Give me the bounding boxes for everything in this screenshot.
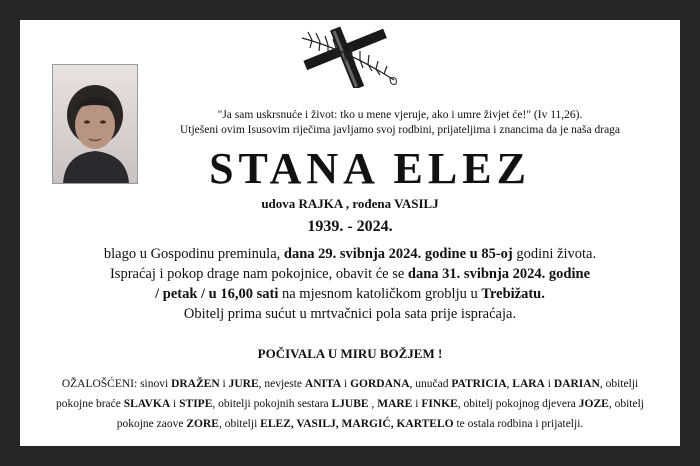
obituary-card xyxy=(20,20,680,446)
text: OŽALOŠĆENI: sinovi xyxy=(61,378,172,390)
subtitle-line: udova RAJKA , rođena VASILJ xyxy=(261,196,439,211)
death-date-line xyxy=(50,244,650,264)
text: blago u Gospodinu preminula, xyxy=(103,246,284,262)
mourner-name: GORDANA xyxy=(350,378,410,390)
text: , xyxy=(506,378,513,390)
mourner-name: JURE xyxy=(228,378,259,390)
text: i xyxy=(170,398,180,410)
text: godini života. xyxy=(512,246,597,262)
text: i xyxy=(412,398,422,410)
funeral-time: / petak / u 16,00 sati xyxy=(155,286,279,302)
condolence-line: Obitelj prima sućut u mrtvačnici pola sata prije ispraćaja. xyxy=(183,306,517,322)
mourner-name: LJUBE xyxy=(331,398,369,410)
mourner-name: MARE xyxy=(377,398,413,410)
scripture-quote xyxy=(150,108,650,138)
intro-text: Utješeni ovim Isusovim riječima javljamo svoj rodbini, prijateljima i znancima da je naša draga xyxy=(179,124,621,136)
funeral-time-line xyxy=(50,284,650,304)
text: , unučad xyxy=(409,378,452,390)
text: , obitelji pokojnih sestara xyxy=(212,398,332,410)
mourner-name: STIPE xyxy=(179,398,213,410)
text: i xyxy=(544,378,554,390)
mourner-name: DARIAN xyxy=(553,378,600,390)
cross-with-palm-icon xyxy=(282,20,412,88)
death-date: dana 29. svibnja 2024. godine u 85-oj xyxy=(283,246,513,262)
mourner-name: ZORE xyxy=(186,418,219,430)
text: pokojne zaove xyxy=(116,418,187,430)
portrait-photo xyxy=(52,64,138,184)
mourner-families: ELEZ, VASILJ, MARGIĆ, KARTELO xyxy=(260,418,454,430)
text: , nevjeste xyxy=(258,378,305,390)
mourner-name: FINKE xyxy=(421,398,458,410)
mourners-line-2 xyxy=(28,394,672,414)
text: , obitelji xyxy=(599,378,639,390)
text: , obitelj xyxy=(608,398,644,410)
mourners-line-3 xyxy=(28,414,672,434)
announcement-body xyxy=(50,244,650,324)
text: , obitelji xyxy=(218,418,261,430)
mourner-name: PATRICIA xyxy=(451,378,507,390)
quote-text: "Ja sam uskrsnuće i život: tko u mene vjeruje, ako i umre živjet će!" (Iv 11,26). xyxy=(217,109,583,121)
rest-in-peace: POČIVALA U MIRU BOŽJEM ! xyxy=(257,346,443,361)
text: pokojne braće xyxy=(56,398,124,410)
text: i xyxy=(341,378,351,390)
mourner-name: DRAŽEN xyxy=(171,378,220,390)
text: Ispraćaj i pokop drage nam pokojnice, obavit će se xyxy=(109,266,408,282)
text: te ostala rodbina i prijatelji. xyxy=(453,418,584,430)
mourner-name: JOZE xyxy=(578,398,609,410)
funeral-place: Trebižatu. xyxy=(481,286,545,302)
mourner-name: SLAVKA xyxy=(123,398,171,410)
mourner-name: LARA xyxy=(512,378,545,390)
mourners-list xyxy=(28,374,672,434)
funeral-date: dana 31. svibnja 2024. godine xyxy=(407,266,591,282)
text: , xyxy=(368,398,378,410)
text: na mjesnom katoličkom groblju u xyxy=(278,286,482,302)
life-years: 1939. - 2024. xyxy=(307,218,393,235)
deceased-name: STANA ELEZ xyxy=(209,144,531,193)
text: i xyxy=(219,378,229,390)
text: , obitelj pokojnog djevera xyxy=(457,398,579,410)
funeral-date-line xyxy=(50,264,650,284)
mourner-name: ANITA xyxy=(304,378,342,390)
mourners-line-1 xyxy=(28,374,672,394)
